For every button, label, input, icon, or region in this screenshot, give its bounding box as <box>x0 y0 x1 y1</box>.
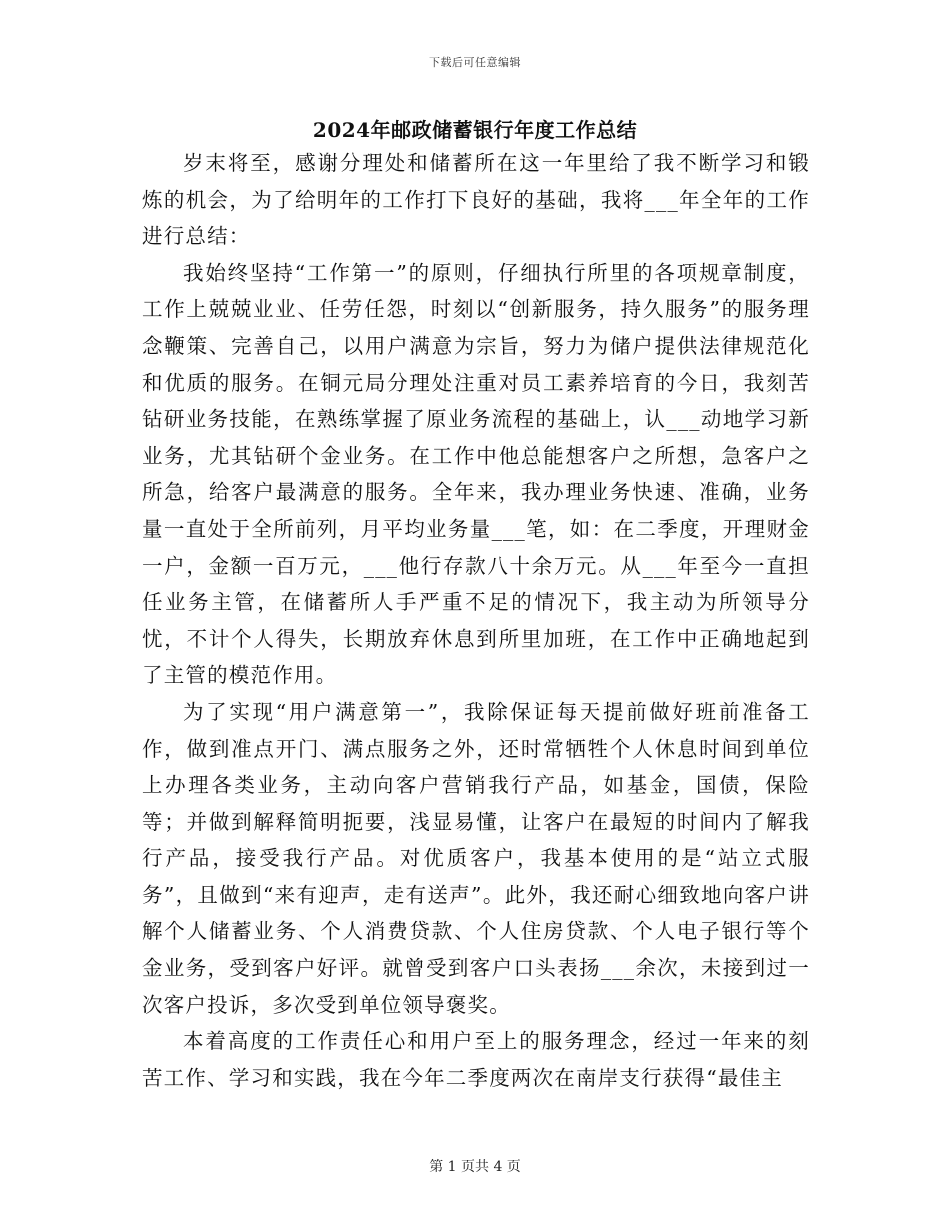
page-footer: 第 1 页共 4 页 <box>429 1159 521 1175</box>
paragraph-work-principle: 我始终坚持“工作第一”的原则，仔细执行所里的各项规章制度，工作上兢兢业业、任劳任怨，时刻以“创新服务，持久服务”的服务理念鞭策、完善自己，以用户满意为宗旨，努力为储户提供法律规范化和优质的服务。在铜元局分理处注重对员工素养培育的今日，我刻苦钻研业务技能，在熟练掌握了原业务流程的基础上，认___动地学习新业务，尤其钻研个金业务。在工作中他总能想客户之所想，急客户之所急，给客户最满意的服务。全年来，我办理业务快速、准确，业务量一直处于全所前列，月平均业务量___笔，如：在二季度，开理财金一户，金额一百万元，___他行存款八十余万元。从___年至今一直担任业务主管，在储蓄所人手严重不足的情况下，我主动为所领导分忧，不计个人得失，长期放弃休息到所里加班，在工作中正确地起到了主管的模范作用。 <box>142 260 810 688</box>
document-title: 2024年邮政储蓄银行年度工作总结 <box>312 118 638 142</box>
paragraph-customer-service: 为了实现“用户满意第一”，我除保证每天提前做好班前准备工作，做到准点开门、满点服务之外，还时常牺牲个人休息时间到单位上办理各类业务，主动向客户营销我行产品，如基金，国债，保险等；并做到解释简明扼要，浅显易懂，让客户在最短的时间内了解我行产品，接受我行产品。对优质客户，我基本使用的是“站立式服务”，且做到“来有迎声，走有送声”。此外，我还耐心细致地向客户讲解个人储蓄业务、个人消费贷款、个人住房贷款、个人电子银行等个金业务，受到客户好评。就曾受到客户口头表扬___余次，未接到过一次客户投诉，多次受到单位领导褒奖。 <box>142 699 810 1017</box>
paragraph-intro: 岁末将至，感谢分理处和储蓄所在这一年里给了我不断学习和锻炼的机会，为了给明年的工作打下良好的基础，我将___年全年的工作进行总结： <box>142 151 810 249</box>
header-note: 下载后可任意编辑 <box>429 56 521 69</box>
paragraph-achievements: 本着高度的工作责任心和用户至上的服务理念，经过一年来的刻苦工作、学习和实践，我在今年二季度两次在南岸支行获得“最佳主 <box>142 1029 810 1090</box>
document-body <box>142 145 810 1096</box>
